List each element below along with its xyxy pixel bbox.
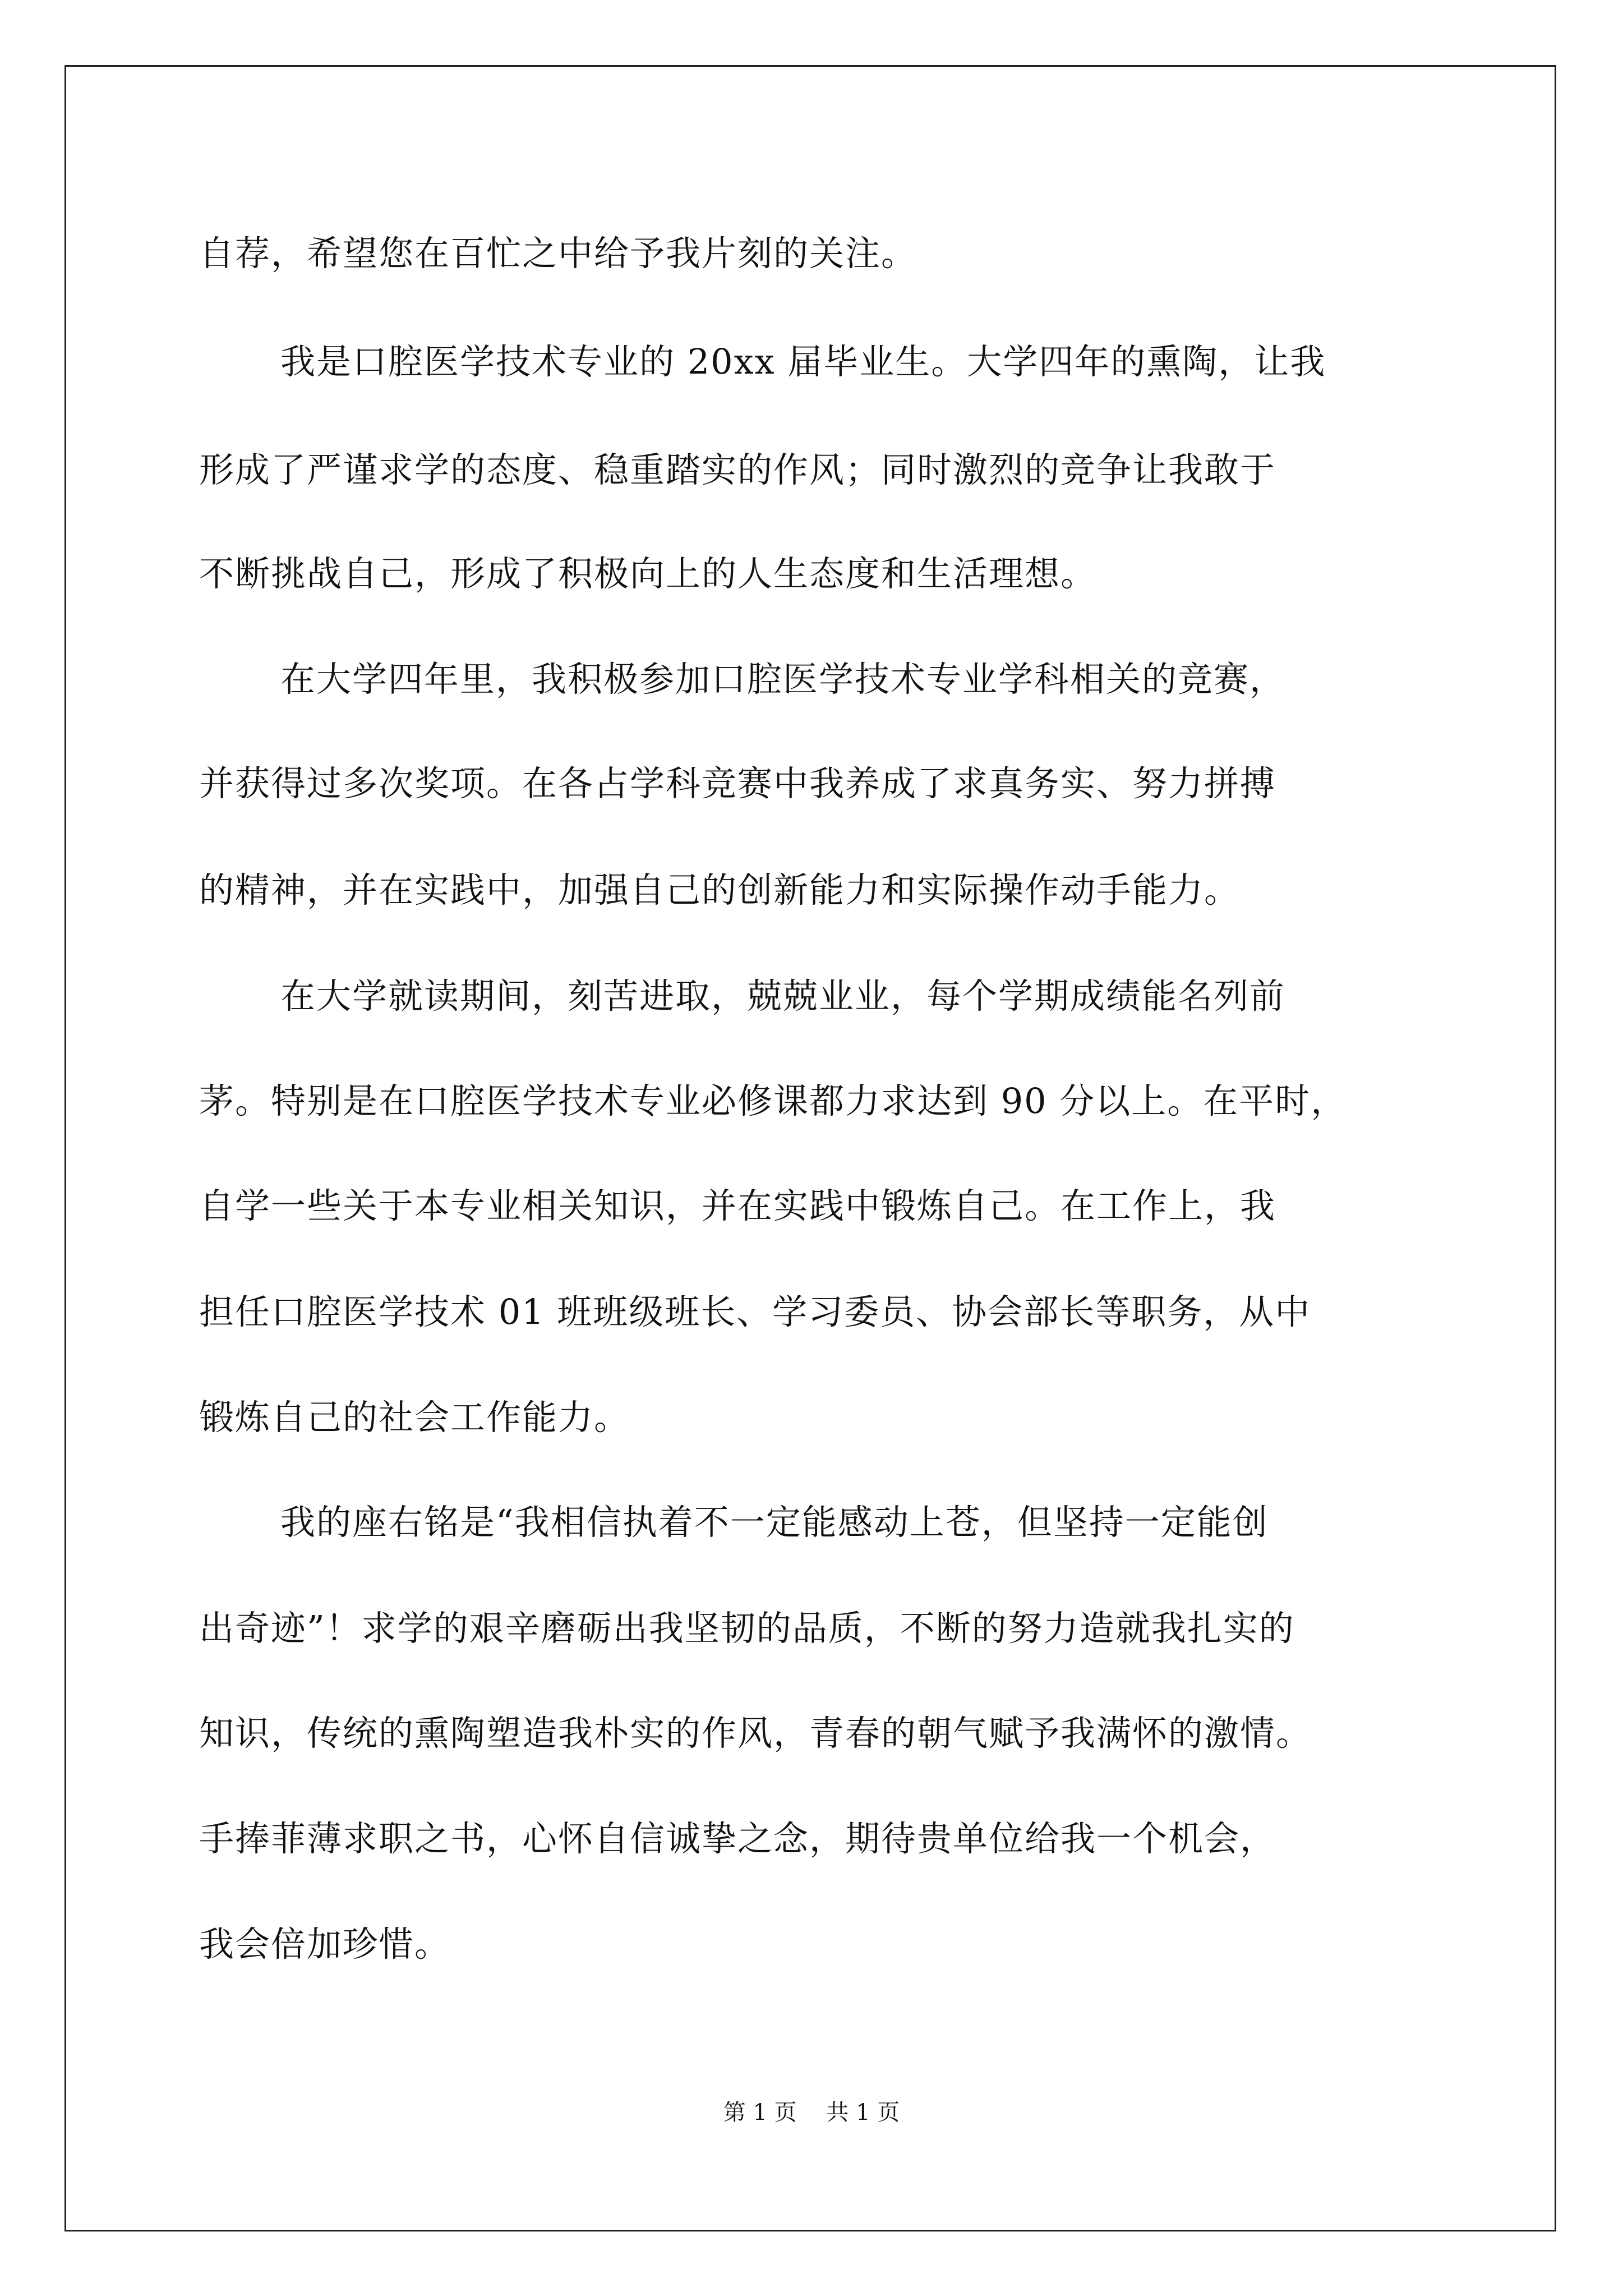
page-footer: [0, 2097, 1623, 2128]
text-line: 我的座右铭是“我相信执着不一定能感动上苍，但坚持一定能创: [280, 1502, 1269, 1543]
text-line: 在大学就读期间，刻苦进取，兢兢业业，每个学期成绩能名列前: [280, 976, 1286, 1016]
text-line: 担任口腔医学技术 01 班班级班长、学习委员、协会部长等职务，从中: [199, 1291, 1311, 1332]
text-line: 锻炼自己的社会工作能力。: [199, 1397, 630, 1438]
text-line: 不断挑战自己，形成了积极向上的人生态度和生活理想。: [199, 553, 1097, 594]
text-line: 我会倍加珍惜。: [199, 1924, 451, 1964]
text-line: 形成了严谨求学的态度、稳重踏实的作风；同时激烈的竞争让我敢于: [199, 449, 1276, 490]
text-line: 知识，传统的熏陶塑造我朴实的作风，青春的朝气赋予我满怀的激情。: [199, 1713, 1312, 1754]
text-line: 手捧菲薄求职之书，心怀自信诚挚之念，期待贵单位给我一个机会，: [199, 1818, 1276, 1859]
page-number-current: 第 1 页: [723, 2100, 797, 2125]
text-line: 茅。特别是在口腔医学技术专业必修课都力求达到 90 分以上。在平时，: [199, 1080, 1347, 1121]
text-line: 自学一些关于本专业相关知识，并在实践中锻炼自己。在工作上，我: [199, 1185, 1276, 1226]
text-line: 自荐，希望您在百忙之中给予我片刻的关注。: [199, 233, 917, 274]
text-line: 我是口腔医学技术专业的 20xx 届毕业生。大学四年的熏陶，让我: [280, 341, 1326, 382]
text-line: 在大学四年里，我积极参加口腔医学技术专业学科相关的竞赛，: [280, 659, 1286, 700]
page-number-total: 共 1 页: [826, 2100, 900, 2125]
text-line: 出奇迹”！求学的艰辛磨砺出我坚韧的品质，不断的努力造就我扎实的: [199, 1608, 1295, 1649]
text-line: 并获得过多次奖项。在各占学科竞赛中我养成了求真务实、努力拼搏: [199, 763, 1276, 804]
page-border: [64, 65, 1556, 2231]
text-line: 的精神，并在实践中，加强自己的创新能力和实际操作动手能力。: [199, 869, 1241, 910]
